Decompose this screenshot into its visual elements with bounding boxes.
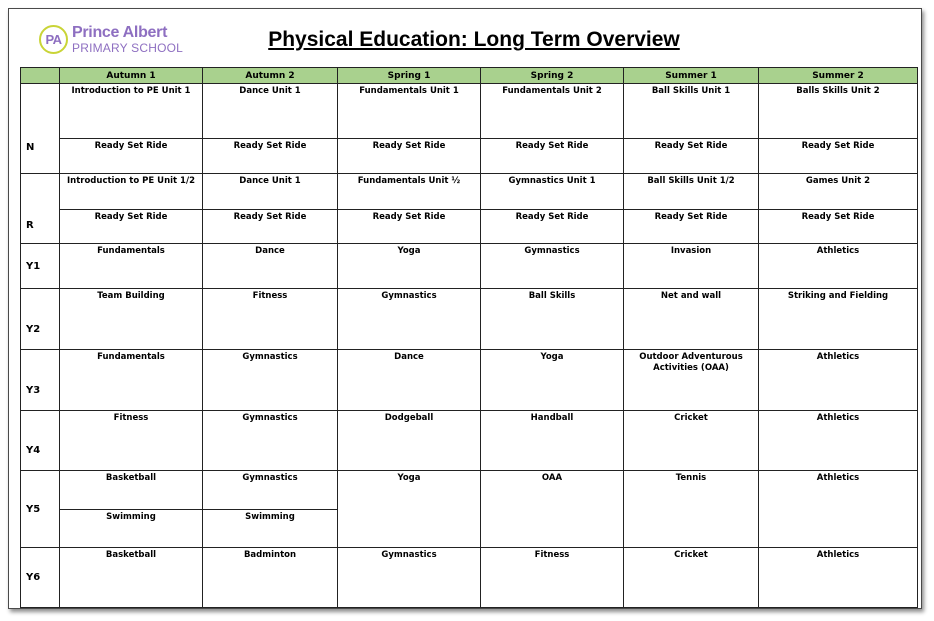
table-cell: Ready Set Ride	[759, 210, 918, 244]
table-row	[21, 548, 918, 608]
year-label: Y2	[21, 289, 60, 350]
page-title: Physical Education: Long Term Overview	[268, 28, 680, 51]
column-header: Autumn 1	[60, 68, 203, 84]
header-corner	[21, 68, 60, 84]
table-cell: Fundamentals Unit ½	[338, 174, 481, 210]
table-cell: Handball	[481, 411, 624, 471]
column-header: Spring 1	[338, 68, 481, 84]
table-cell: Ready Set Ride	[60, 210, 203, 244]
table-cell: Cricket	[624, 548, 759, 608]
table-row	[21, 471, 918, 510]
table-cell: Fundamentals	[60, 350, 203, 411]
table-cell: Ball Skills Unit 1/2	[624, 174, 759, 210]
table-cell: Athletics	[759, 548, 918, 608]
table-cell: Fundamentals	[60, 244, 203, 289]
table-cell: Gymnastics	[203, 350, 338, 411]
table-cell: Net and wall	[624, 289, 759, 350]
table-cell: Cricket	[624, 411, 759, 471]
logo-text	[72, 25, 183, 54]
table-cell: Ready Set Ride	[624, 210, 759, 244]
table-cell: Gymnastics	[481, 244, 624, 289]
table-cell: Badminton	[203, 548, 338, 608]
table-cell: Athletics	[759, 471, 918, 548]
overview-table	[20, 67, 918, 608]
table-cell: Invasion	[624, 244, 759, 289]
table-cell: Dance Unit 1	[203, 174, 338, 210]
table-cell: Basketball	[60, 548, 203, 608]
table-cell: Striking and Fielding	[759, 289, 918, 350]
document-page	[8, 8, 922, 609]
table-cell: Swimming	[203, 510, 338, 548]
year-label: Y1	[21, 244, 60, 289]
table-cell: Dance	[203, 244, 338, 289]
table-cell: Introduction to PE Unit 1/2	[60, 174, 203, 210]
table-cell: Fitness	[60, 411, 203, 471]
year-label: Y4	[21, 411, 60, 471]
logo-school-name: Prince Albert	[72, 24, 168, 41]
table-cell: Basketball	[60, 471, 203, 510]
table-row	[21, 174, 918, 210]
table-cell: Gymnastics	[203, 471, 338, 510]
year-label: R	[21, 174, 60, 244]
year-label: Y3	[21, 350, 60, 411]
table-cell: Games Unit 2	[759, 174, 918, 210]
logo-badge: PA	[39, 25, 68, 54]
table-cell: Fitness	[481, 548, 624, 608]
table-row	[21, 139, 918, 174]
table-row	[21, 289, 918, 350]
table-cell: Balls Skills Unit 2	[759, 84, 918, 139]
column-header: Summer 1	[624, 68, 759, 84]
column-header: Autumn 2	[203, 68, 338, 84]
table-row	[21, 210, 918, 244]
table-cell: Ready Set Ride	[338, 139, 481, 174]
table-cell: Ball Skills	[481, 289, 624, 350]
table-row	[21, 84, 918, 139]
table-cell: Gymnastics	[203, 411, 338, 471]
table-row	[21, 411, 918, 471]
table-cell: Fitness	[203, 289, 338, 350]
header-row	[21, 68, 918, 84]
table-cell: Ready Set Ride	[203, 210, 338, 244]
table-cell: Ready Set Ride	[759, 139, 918, 174]
table-cell: Athletics	[759, 411, 918, 471]
table-cell: Ready Set Ride	[338, 210, 481, 244]
table-cell: Dodgeball	[338, 411, 481, 471]
year-label: N	[21, 84, 60, 174]
table-cell: Dance	[338, 350, 481, 411]
table-cell: Ready Set Ride	[481, 139, 624, 174]
table-cell: Ball Skills Unit 1	[624, 84, 759, 139]
table-cell: Fundamentals Unit 1	[338, 84, 481, 139]
table-cell: Yoga	[481, 350, 624, 411]
table-cell: Introduction to PE Unit 1	[60, 84, 203, 139]
table-cell: Team Building	[60, 289, 203, 350]
table-cell: Gymnastics	[338, 289, 481, 350]
table-cell: Yoga	[338, 471, 481, 548]
column-header: Summer 2	[759, 68, 918, 84]
table-cell: Athletics	[759, 350, 918, 411]
table-cell: Gymnastics Unit 1	[481, 174, 624, 210]
table-cell: Ready Set Ride	[624, 139, 759, 174]
table-cell: Tennis	[624, 471, 759, 548]
table-cell: OAA	[481, 471, 624, 548]
table-cell: Yoga	[338, 244, 481, 289]
table-cell: Ready Set Ride	[481, 210, 624, 244]
table-cell: Dance Unit 1	[203, 84, 338, 139]
table-cell: Ready Set Ride	[203, 139, 338, 174]
school-logo	[39, 25, 183, 54]
year-label: Y6	[21, 548, 60, 608]
table-cell: Outdoor Adventurous Activities (OAA)	[624, 350, 759, 411]
year-label: Y5	[21, 471, 60, 548]
table-row	[21, 244, 918, 289]
table-cell: Ready Set Ride	[60, 139, 203, 174]
table-cell: Swimming	[60, 510, 203, 548]
column-header: Spring 2	[481, 68, 624, 84]
table-row	[21, 350, 918, 411]
table-cell: Athletics	[759, 244, 918, 289]
logo-school-subtitle: PRIMARY SCHOOL	[72, 41, 184, 55]
table-cell: Fundamentals Unit 2	[481, 84, 624, 139]
table-cell: Gymnastics	[338, 548, 481, 608]
